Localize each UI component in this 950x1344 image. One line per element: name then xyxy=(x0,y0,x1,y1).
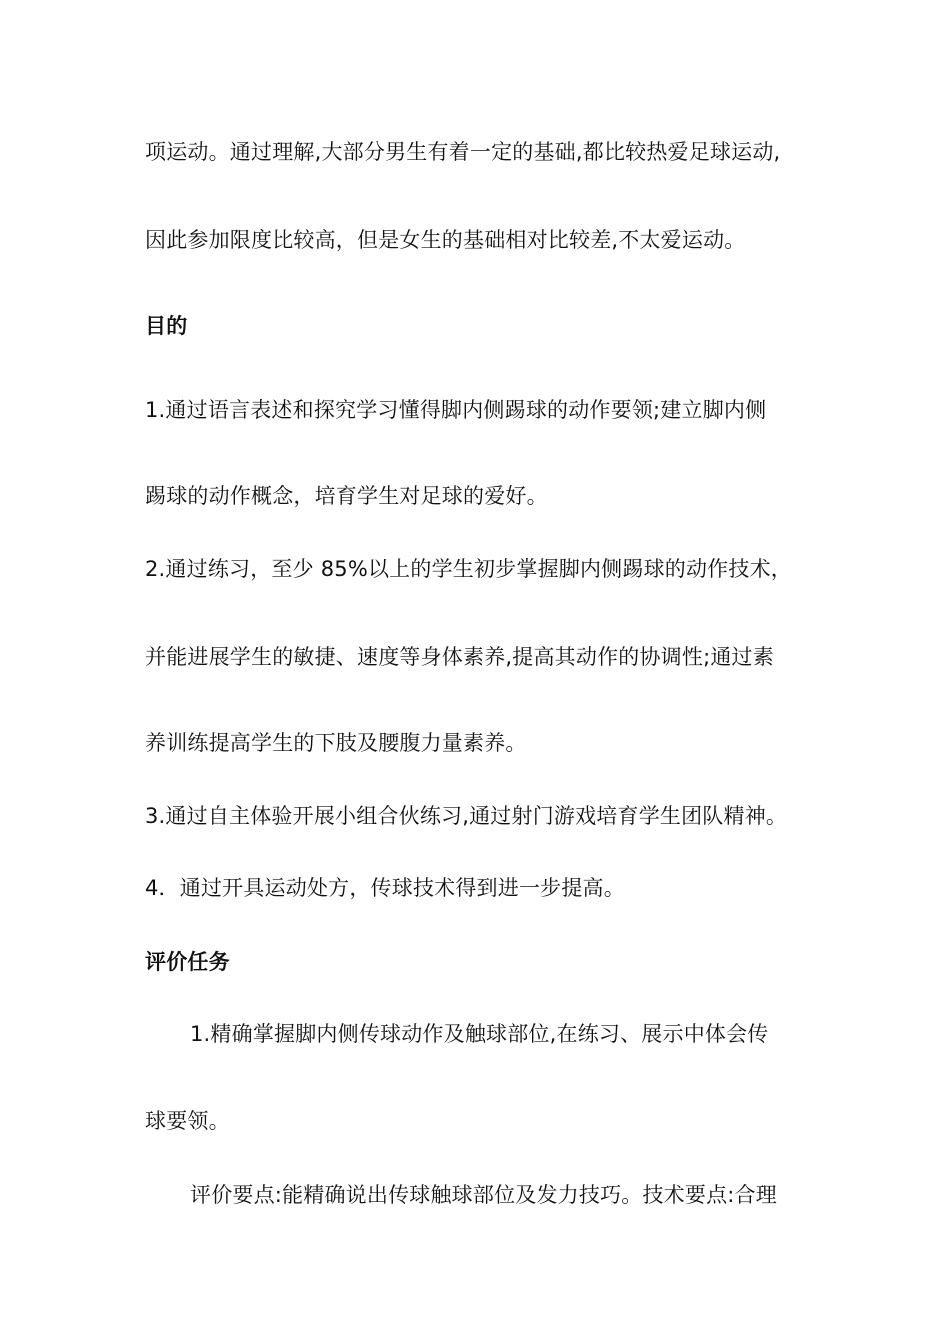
objective-line: 养训练提高学生的下肢及腰腹力量素养。 xyxy=(145,731,527,755)
intro-paragraph-line: 因此参加限度比较高，但是女生的基础相对比较差,不太爱运动。 xyxy=(145,228,746,252)
evaluation-line: 评价要点:能精确说出传球触球部位及发力技巧。技术要点:合理 xyxy=(190,1183,777,1207)
section-heading-objectives: 目的 xyxy=(145,314,188,338)
objective-line: 4．通过开具运动处方，传球技术得到进一步提高。 xyxy=(145,876,625,900)
evaluation-line: 球要领。 xyxy=(145,1109,230,1133)
evaluation-line: 1.精确掌握脚内侧传球动作及触球部位,在练习、展示中体会传 xyxy=(190,1022,769,1046)
objective-line: 并能进展学生的敏捷、速度等身体素养,提高其动作的协调性;通过素 xyxy=(145,645,774,669)
objective-line: 踢球的动作概念，培育学生对足球的爱好。 xyxy=(145,484,548,508)
objective-line: 2.通过练习，至少 85%以上的学生初步掌握脚内侧踢球的动作技术， xyxy=(145,557,792,581)
intro-paragraph-line: 项运动。通过理解,大部分男生有着一定的基础,都比较热爱足球运动, xyxy=(145,140,781,164)
section-heading-evaluation: 评价任务 xyxy=(145,950,230,974)
objective-line: 3.通过自主体验开展小组合伙练习,通过射门游戏培育学生团队精神。 xyxy=(145,804,788,828)
objective-line: 1.通过语言表述和探究学习懂得脚内侧踢球的动作要领;建立脚内侧 xyxy=(145,398,767,422)
